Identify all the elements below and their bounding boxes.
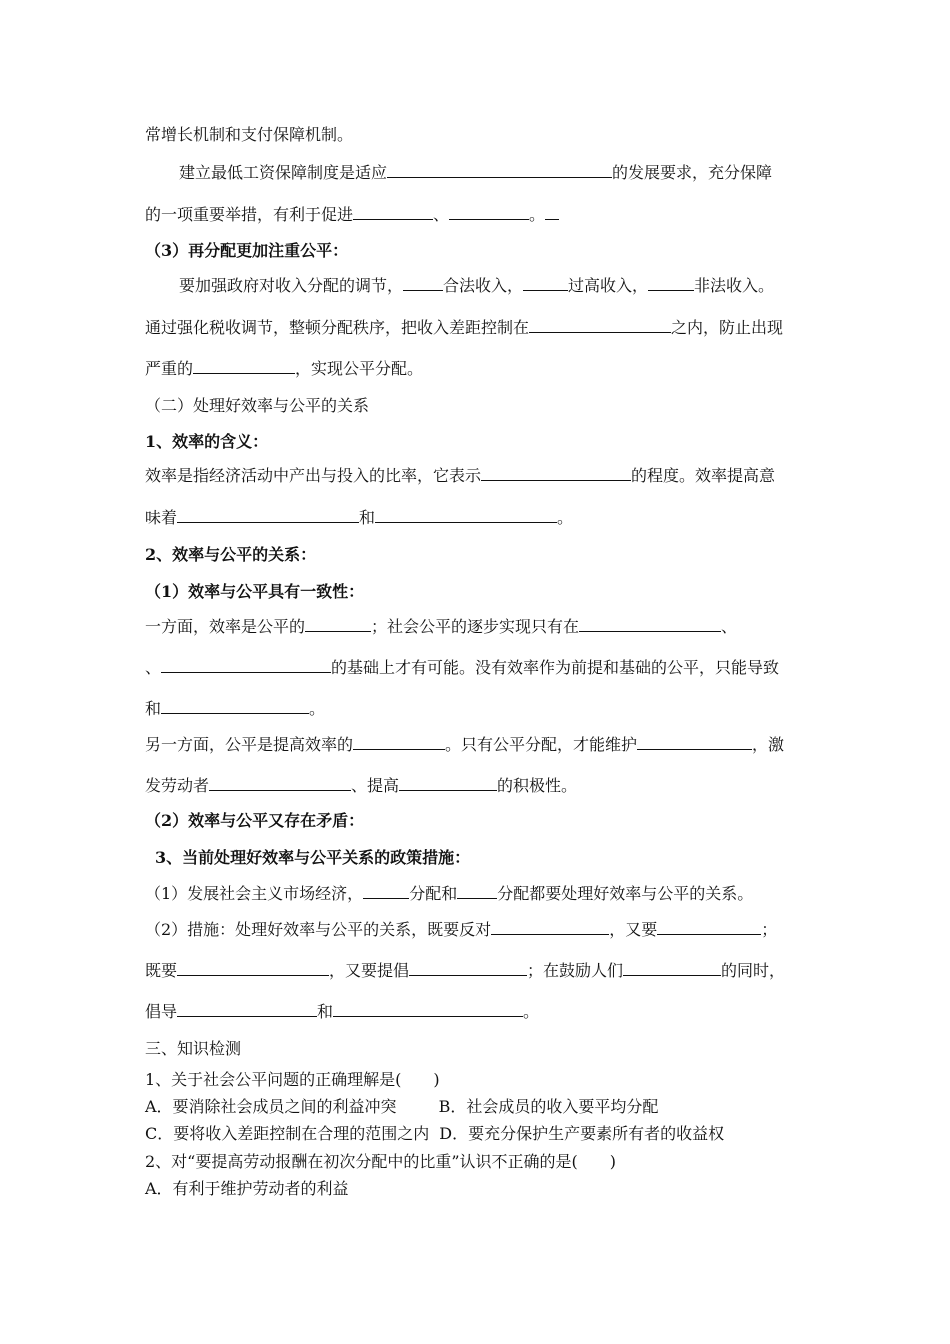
fill-blank[interactable]: [193, 358, 295, 374]
fill-blank[interactable]: [529, 317, 671, 333]
text-line: 通过强化税收调节，整顿分配秩序，把收入差距控制在 之内，防止出现: [145, 318, 784, 337]
text-line: 严重的 ，实现公平分配。: [145, 359, 424, 378]
fill-blank[interactable]: [545, 204, 559, 220]
text-line: 和 。: [145, 699, 326, 718]
question: 1、关于社会公平问题的正确理解是( ): [145, 1070, 440, 1089]
fill-blank[interactable]: [161, 698, 309, 714]
option-d[interactable]: D．要充分保护生产要素所有者的收益权: [439, 1124, 725, 1143]
option-row: [145, 1096, 810, 1118]
fill-blank[interactable]: [387, 162, 612, 178]
fill-blank[interactable]: [648, 275, 694, 291]
fill-blank[interactable]: [333, 1001, 523, 1017]
fill-blank[interactable]: [161, 657, 331, 673]
section-heading: 2、效率与公平的关系：: [145, 545, 317, 564]
text-line: 常增长机制和支付保障机制。: [145, 125, 354, 144]
text-line: 要加强政府对收入分配的调节， 合法收入， 过高收入， 非法收入。: [179, 276, 775, 295]
section-heading: （二）处理好效率与公平的关系: [145, 396, 370, 415]
option-b[interactable]: B．社会成员的收入要平均分配: [438, 1097, 659, 1116]
fill-blank[interactable]: [177, 960, 329, 976]
fill-blank[interactable]: [177, 507, 359, 523]
section-heading: 1、效率的含义：: [145, 432, 269, 451]
text-line: 味着 和 。: [145, 508, 574, 527]
fill-blank[interactable]: [363, 883, 409, 899]
fill-blank[interactable]: [399, 775, 497, 791]
text-line: 的一项重要举措，有利于促进 、 。: [145, 204, 810, 226]
text-line: 发劳动者 、提高 的积极性。: [145, 776, 578, 795]
option-a[interactable]: A．要消除社会成员之间的利益冲突: [145, 1097, 397, 1116]
section-heading: （1）效率与公平具有一致性：: [145, 582, 365, 601]
fill-blank[interactable]: [491, 919, 609, 935]
fill-blank[interactable]: [481, 465, 631, 481]
text-line: 建立最低工资保障制度是适应 的发展要求，充分保障: [179, 163, 773, 182]
fill-blank[interactable]: [657, 919, 761, 935]
section-heading: 3、当前处理好效率与公平关系的政策措施：: [155, 848, 471, 867]
fill-blank[interactable]: [305, 616, 371, 632]
fill-blank[interactable]: [403, 275, 443, 291]
fill-blank[interactable]: [637, 734, 752, 750]
text-line: 、 的基础上才有可能。没有效率作为前提和基础的公平，只能导致: [145, 658, 780, 677]
option-row: [145, 1178, 810, 1200]
fill-blank[interactable]: [209, 775, 351, 791]
text-line: 倡导 和 。: [145, 1002, 540, 1021]
text-line: （1）发展社会主义市场经济， 分配和 分配都要处理好效率与公平的关系。: [145, 884, 754, 903]
fill-blank[interactable]: [579, 616, 721, 632]
section-heading: 三、知识检测: [145, 1039, 242, 1058]
text-line: 另一方面，公平是提高效率的 。只有公平分配，才能维护 ，激: [145, 735, 785, 754]
section-heading: （3）再分配更加注重公平：: [145, 241, 349, 260]
fill-blank[interactable]: [623, 960, 721, 976]
option-a[interactable]: A．有利于维护劳动者的利益: [145, 1179, 349, 1198]
fill-blank[interactable]: [353, 734, 445, 750]
fill-blank[interactable]: [457, 883, 497, 899]
fill-blank[interactable]: [177, 1001, 317, 1017]
option-row: [145, 1123, 810, 1145]
fill-blank[interactable]: [409, 960, 527, 976]
fill-blank[interactable]: [375, 507, 557, 523]
text-line: 效率是指经济活动中产出与投入的比率，它表示 的程度。效率提高意: [145, 466, 776, 485]
fill-blank[interactable]: [523, 275, 568, 291]
fill-blank[interactable]: [353, 204, 433, 220]
question: 2、对“要提高劳动报酬在初次分配中的比重”认识不正确的是( ): [145, 1152, 617, 1171]
option-c[interactable]: C．要将收入差距控制在合理的范围之内: [145, 1124, 430, 1143]
section-heading: （2）效率与公平又存在矛盾：: [145, 811, 365, 830]
text-line: 既要 ，又要提倡 ；在鼓励人们 的同时，: [145, 961, 786, 980]
text-line: 一方面，效率是公平的 ；社会公平的逐步实现只有在 、: [145, 617, 738, 636]
fill-blank[interactable]: [449, 204, 529, 220]
text-line: （2）措施：处理好效率与公平的关系，既要反对 ，又要 ；: [145, 920, 778, 939]
